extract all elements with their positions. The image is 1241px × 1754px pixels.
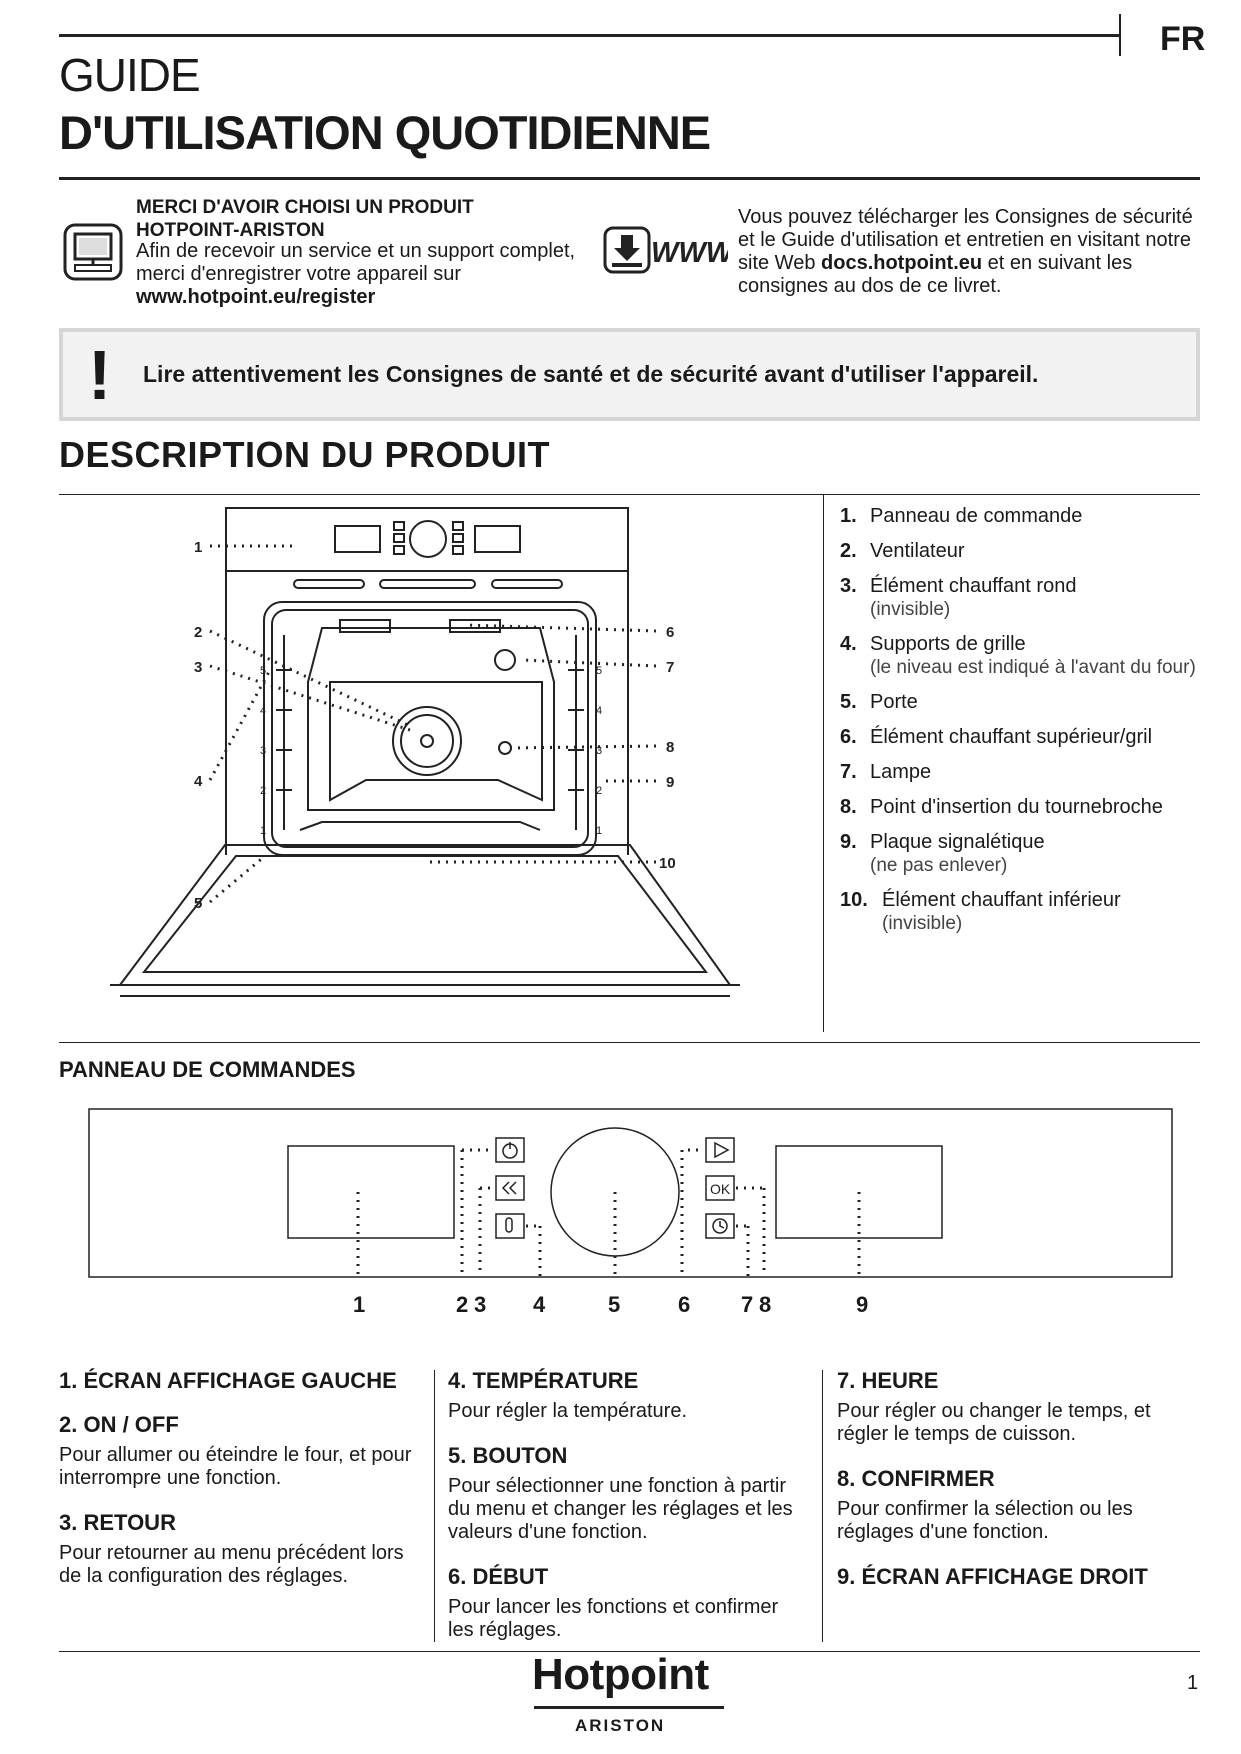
part-name: Supports de grille [870,633,1026,655]
download-text-after: et en suivant les consignes au dos de ce livret. [738,252,1133,297]
description-column-1 [59,1368,419,1608]
brand-logo: Hotpoint [532,1650,709,1699]
item-heading: 6. DÉBUT [448,1564,549,1589]
diagram-label-5: 5 [194,895,203,912]
download-text-before: Vous pouvez télécharger les Consignes de sécurité et le Guide d'utilisation et entretien en visitant notre site Web [738,206,1193,274]
part-note: (le niveau est indiqué à l'avant du four) [870,657,1196,678]
item-text: Pour régler ou changer le temps, et régler le temps de cuisson. [837,1400,1151,1445]
shelf-level-right-3: 3 [596,745,603,757]
computer-icon [63,223,123,286]
download-site[interactable]: docs.hotpoint.eu [821,252,983,274]
section-title-control-panel: PANNEAU DE COMMANDES [59,1057,356,1082]
part-name: Porte [870,691,918,713]
item-text: Pour régler la température. [448,1400,688,1422]
panel-callout-7: 7 [741,1292,754,1317]
language-tag: FR [1160,20,1206,58]
diagram-label-10: 10 [659,855,676,872]
exclamation-icon: ! [88,336,112,414]
part-name: Point d'insertion du tournebroche [870,796,1163,818]
panel-callout-8: 8 [759,1292,772,1317]
part-num: 1. [840,505,857,527]
column-divider [434,1370,435,1642]
section-title-description: DESCRIPTION DU PRODUIT [59,434,551,475]
part-item [840,540,1200,563]
panel-callout-9: 9 [856,1292,869,1317]
panel-callout-4: 4 [533,1292,546,1317]
parts-list [840,505,1200,947]
shelf-level-left-5: 5 [260,665,267,677]
part-name: Ventilateur [870,540,965,562]
part-item [840,633,1200,679]
item-text: Pour allumer ou éteindre le four, et pour interrompre une fonction. [59,1444,412,1489]
diagram-label-2: 2 [194,624,203,641]
panel-callout-3: 3 [474,1292,487,1317]
part-num: 10. [840,889,868,911]
part-item [840,889,1200,935]
ok-key-label: OK [710,1181,731,1197]
shelf-level-right-1: 1 [596,825,603,837]
part-item [840,761,1200,784]
shelf-level-right-4: 4 [596,705,603,717]
part-item [840,691,1200,714]
column-divider [822,1370,823,1642]
diagram-label-4: 4 [194,773,203,790]
register-text [136,240,616,309]
diagram-label-3: 3 [194,659,203,676]
diagram-label-6: 6 [666,624,675,641]
page-number: 1 [1187,1672,1199,1694]
item-heading: 3. RETOUR [59,1510,176,1535]
part-num: 7. [840,761,857,783]
section-rule [59,494,1200,495]
part-item [840,575,1200,621]
control-panel-diagram [88,1108,1174,1283]
part-num: 9. [840,831,857,853]
shelf-level-right-2: 2 [596,785,603,797]
description-column-2 [448,1368,808,1662]
description-column-3 [837,1368,1197,1596]
shelf-level-left-2: 2 [260,785,267,797]
warning-text: Lire attentivement les Consignes de santé et de sécurité avant d'utiliser l'appareil. [143,361,1039,387]
brand-sub: ARISTON [575,1716,666,1735]
register-heading: MERCI D'AVOIR CHOISI UN PRODUIT HOTPOINT-ARISTON [136,197,474,241]
page-title-line1: GUIDE [59,49,200,101]
register-body: Afin de recevoir un service et un support complet, merci d'enregistrer votre appareil sur [136,240,576,285]
header-rule-tick [1119,14,1121,56]
part-name: Panneau de commande [870,505,1083,527]
shelf-level-right-5: 5 [596,665,603,677]
part-num: 8. [840,796,857,818]
part-name: Plaque signalétique [870,831,1045,853]
panel-callout-2: 2 [456,1292,469,1317]
section-divider [823,494,824,1032]
panel-callout-6: 6 [678,1292,691,1317]
shelf-level-left-1: 1 [260,825,267,837]
item-text: Pour confirmer la sélection ou les réglages d'une fonction. [837,1498,1133,1543]
part-num: 6. [840,726,857,748]
header-rule [59,34,1121,37]
panel-callout-5: 5 [608,1292,621,1317]
part-name: Élément chauffant supérieur/gril [870,726,1153,748]
diagram-label-8: 8 [666,739,675,756]
item-heading: 4. TEMPÉRATURE [448,1368,639,1393]
oven-diagram [110,500,760,1005]
item-text: Pour retourner au menu précédent lors de la configuration des réglages. [59,1542,404,1587]
item-text: Pour lancer les fonctions et confirmer les réglages. [448,1596,779,1641]
brand-logo-rule [534,1706,724,1709]
shelf-level-left-3: 3 [260,745,267,757]
part-name: Lampe [870,761,932,783]
title-rule [59,177,1200,180]
part-note: (invisible) [882,913,963,934]
item-heading: 1. ÉCRAN AFFICHAGE GAUCHE [59,1368,397,1393]
part-note: (invisible) [870,599,951,620]
diagram-label-7: 7 [666,659,675,676]
item-heading: 8. CONFIRMER [837,1466,995,1491]
shelf-level-left-4: 4 [260,705,267,717]
part-num: 5. [840,691,857,713]
section-rule-bottom [59,1042,1200,1043]
diagram-label-9: 9 [666,774,675,791]
part-name: Élément chauffant rond [870,575,1077,597]
part-item [840,796,1200,819]
part-note: (ne pas enlever) [870,855,1008,876]
item-text: Pour sélectionner une fonction à partir du menu et changer les réglages et les valeurs d'une fonction. [448,1475,793,1543]
item-heading: 9. ÉCRAN AFFICHAGE DROIT [837,1564,1148,1589]
download-info [738,206,1208,298]
part-num: 3. [840,575,857,597]
item-heading: 5. BOUTON [448,1443,568,1468]
part-num: 4. [840,633,857,655]
download-www-icon [603,226,728,281]
part-item [840,831,1200,877]
part-name: Élément chauffant inférieur [882,889,1121,911]
panel-callout-1: 1 [353,1292,366,1317]
item-heading: 2. ON / OFF [59,1412,179,1437]
diagram-label-1: 1 [194,539,203,556]
item-heading: 7. HEURE [837,1368,939,1393]
part-item [840,505,1200,528]
register-url[interactable]: www.hotpoint.eu/register [136,286,376,308]
svg-text:WWW: WWW [651,237,728,269]
part-item [840,726,1200,749]
part-num: 2. [840,540,857,562]
page-title-line2: D'UTILISATION QUOTIDIENNE [59,106,711,159]
